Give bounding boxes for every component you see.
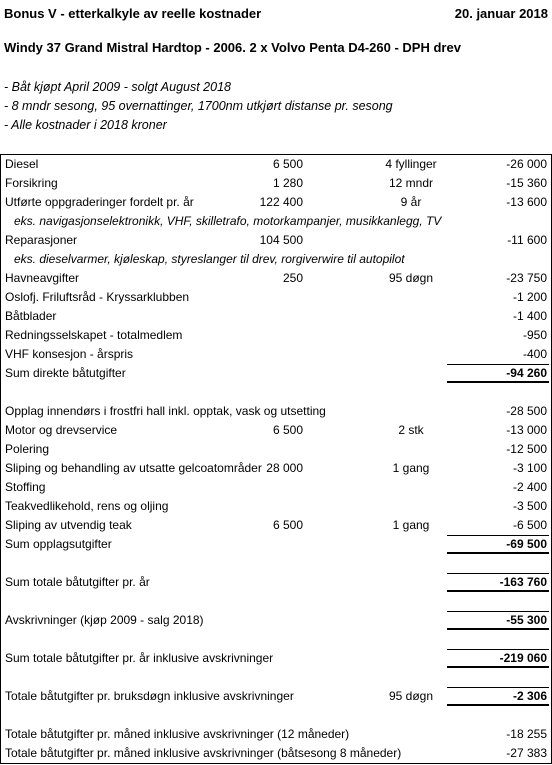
table-row (0, 497, 552, 516)
table-row (0, 174, 552, 193)
row-label: Sum direkte båtutgifter (5, 366, 126, 380)
table-row (0, 440, 552, 459)
row-cost: -6 500 (512, 518, 547, 532)
table-row (0, 193, 552, 212)
row-cost: -13 000 (506, 423, 547, 437)
row-cost: -28 500 (506, 404, 547, 418)
row-cost: -950 (522, 328, 547, 342)
row-amount: 250 (282, 271, 303, 285)
cost-table (0, 154, 552, 764)
row-label: Reparasjoner (5, 233, 78, 247)
sum-cost: -219 060 (499, 651, 547, 665)
row-label: Totale båtutgifter pr. bruksdøgn inklusive avskrivninger (5, 689, 294, 703)
row-cost: -15 360 (506, 176, 547, 190)
row-label: Utførte oppgraderinger fordelt pr. år (5, 195, 194, 209)
row-label: Redningsselskapet - totalmedlem (5, 328, 183, 342)
row-unit: 9 år (400, 195, 422, 209)
table-row (0, 307, 552, 326)
row-label: Sum opplagsutgifter (5, 537, 112, 551)
subtotal-rule (447, 535, 549, 536)
table-row (0, 516, 552, 535)
subtotal-rule (447, 364, 549, 365)
row-label: Avskrivninger (kjøp 2009 - salg 2018) (5, 613, 204, 627)
table-row (0, 326, 552, 345)
subtotal-rule (447, 573, 549, 574)
row-label: Oslofj. Friluftsråd - Kryssarklubben (5, 290, 190, 304)
row-unit: 95 døgn (388, 271, 434, 285)
row-amount: 104 500 (259, 233, 303, 247)
row-amount: 122 400 (259, 195, 303, 209)
table-row (0, 573, 552, 592)
row-unit: 2 stk (398, 423, 424, 437)
table-row (0, 212, 552, 231)
row-label: Diesel (5, 157, 39, 171)
row-unit: 95 døgn (388, 689, 434, 703)
sum-cost: -163 760 (499, 575, 547, 589)
row-label: eks. dieselvarmer, kjøleskap, styreslanger til drev, rorgiverwire til autopilot (14, 252, 405, 266)
subtotal-rule (447, 687, 549, 688)
subtotal-rule (447, 611, 549, 612)
table-row (0, 668, 552, 687)
document-date: 20. januar 2018 (454, 6, 548, 21)
table-row (0, 611, 552, 630)
table-row (0, 687, 552, 706)
sum-cost: -94 260 (506, 366, 547, 380)
table-row (0, 630, 552, 649)
table-row (0, 269, 552, 288)
table-row (0, 706, 552, 725)
row-label: eks. navigasjonselektronikk, VHF, skilletrafo, motorkampanjer, musikkanlegg, TV (14, 214, 442, 228)
row-unit: 12 mndr (388, 176, 434, 190)
table-row (0, 154, 552, 174)
table-row (0, 383, 552, 402)
row-cost: -12 500 (506, 442, 547, 456)
row-amount: 28 000 (266, 461, 303, 475)
row-label: Havneavgifter (5, 271, 80, 285)
note-currency: - Alle kostnader i 2018 kroner (4, 118, 167, 132)
row-unit: 1 gang (392, 461, 430, 475)
row-cost: -23 750 (506, 271, 547, 285)
table-row (0, 421, 552, 440)
row-label: Sliping av utvendig teak (5, 518, 132, 532)
table-row (0, 649, 552, 668)
table-row (0, 345, 552, 364)
row-label: Polering (5, 442, 50, 456)
note-purchase: - Båt kjøpt April 2009 - solgt August 2018 (4, 80, 231, 94)
boat-description: Windy 37 Grand Mistral Hardtop - 2006. 2 x Volvo Penta D4-260 - DPH drev (4, 40, 461, 55)
table-row (0, 231, 552, 250)
row-amount: 1 280 (272, 176, 303, 190)
row-cost: -3 100 (512, 461, 547, 475)
row-cost: -3 500 (512, 499, 547, 513)
table-row (0, 364, 552, 383)
row-cost: -26 000 (506, 157, 547, 171)
row-cost: -1 400 (512, 309, 547, 323)
table-row (0, 744, 552, 764)
row-label: Teakvedlikehold, rens og oljing (5, 499, 169, 513)
note-season: - 8 mndr sesong, 95 overnattinger, 1700nm utkjørt distanse pr. sesong (4, 99, 393, 113)
row-cost: -13 600 (506, 195, 547, 209)
row-label: Båtblader (5, 309, 57, 323)
table-row (0, 459, 552, 478)
row-cost: -11 600 (507, 233, 547, 247)
row-cost: -27 383 (506, 746, 547, 760)
table-row (0, 250, 552, 269)
row-cost: -400 (522, 347, 547, 361)
row-label: Totale båtutgifter pr. måned inklusive avskrivninger (båtsesong 8 måneder) (5, 746, 402, 760)
row-label: Sum totale båtutgifter pr. år inklusive avskrivninger (5, 651, 274, 665)
row-amount: 6 500 (272, 518, 303, 532)
row-amount: 6 500 (272, 157, 303, 171)
document-title: Bonus V - etterkalkyle av reelle kostnader (4, 6, 262, 21)
table-row (0, 535, 552, 554)
table-row (0, 402, 552, 421)
row-label: Opplag innendørs i frostfri hall inkl. opptak, vask og utsetting (5, 404, 326, 418)
sum-cost: -2 306 (512, 689, 547, 703)
row-label: VHF konsesjon - årspris (5, 347, 134, 361)
row-cost: -18 255 (506, 727, 547, 741)
row-label: Sum totale båtutgifter pr. år (5, 575, 150, 589)
row-label: Sliping og behandling av utsatte gelcoatområder (5, 461, 262, 475)
sum-cost: -69 500 (506, 537, 547, 551)
row-unit: 1 gang (392, 518, 430, 532)
table-row (0, 725, 552, 744)
table-row (0, 554, 552, 573)
table-row (0, 478, 552, 497)
row-label: Stoffing (5, 480, 46, 494)
sum-cost: -55 300 (506, 613, 547, 627)
row-label: Motor og drevservice (5, 423, 118, 437)
row-label: Forsikring (5, 176, 58, 190)
row-cost: -2 400 (512, 480, 547, 494)
row-unit: 4 fyllinger (385, 157, 437, 171)
row-amount: 6 500 (272, 423, 303, 437)
table-row (0, 592, 552, 611)
subtotal-rule (447, 649, 549, 650)
row-label: Totale båtutgifter pr. måned inklusive avskrivninger (12 måneder) (5, 727, 350, 741)
table-row (0, 288, 552, 307)
row-cost: -1 200 (512, 290, 547, 304)
